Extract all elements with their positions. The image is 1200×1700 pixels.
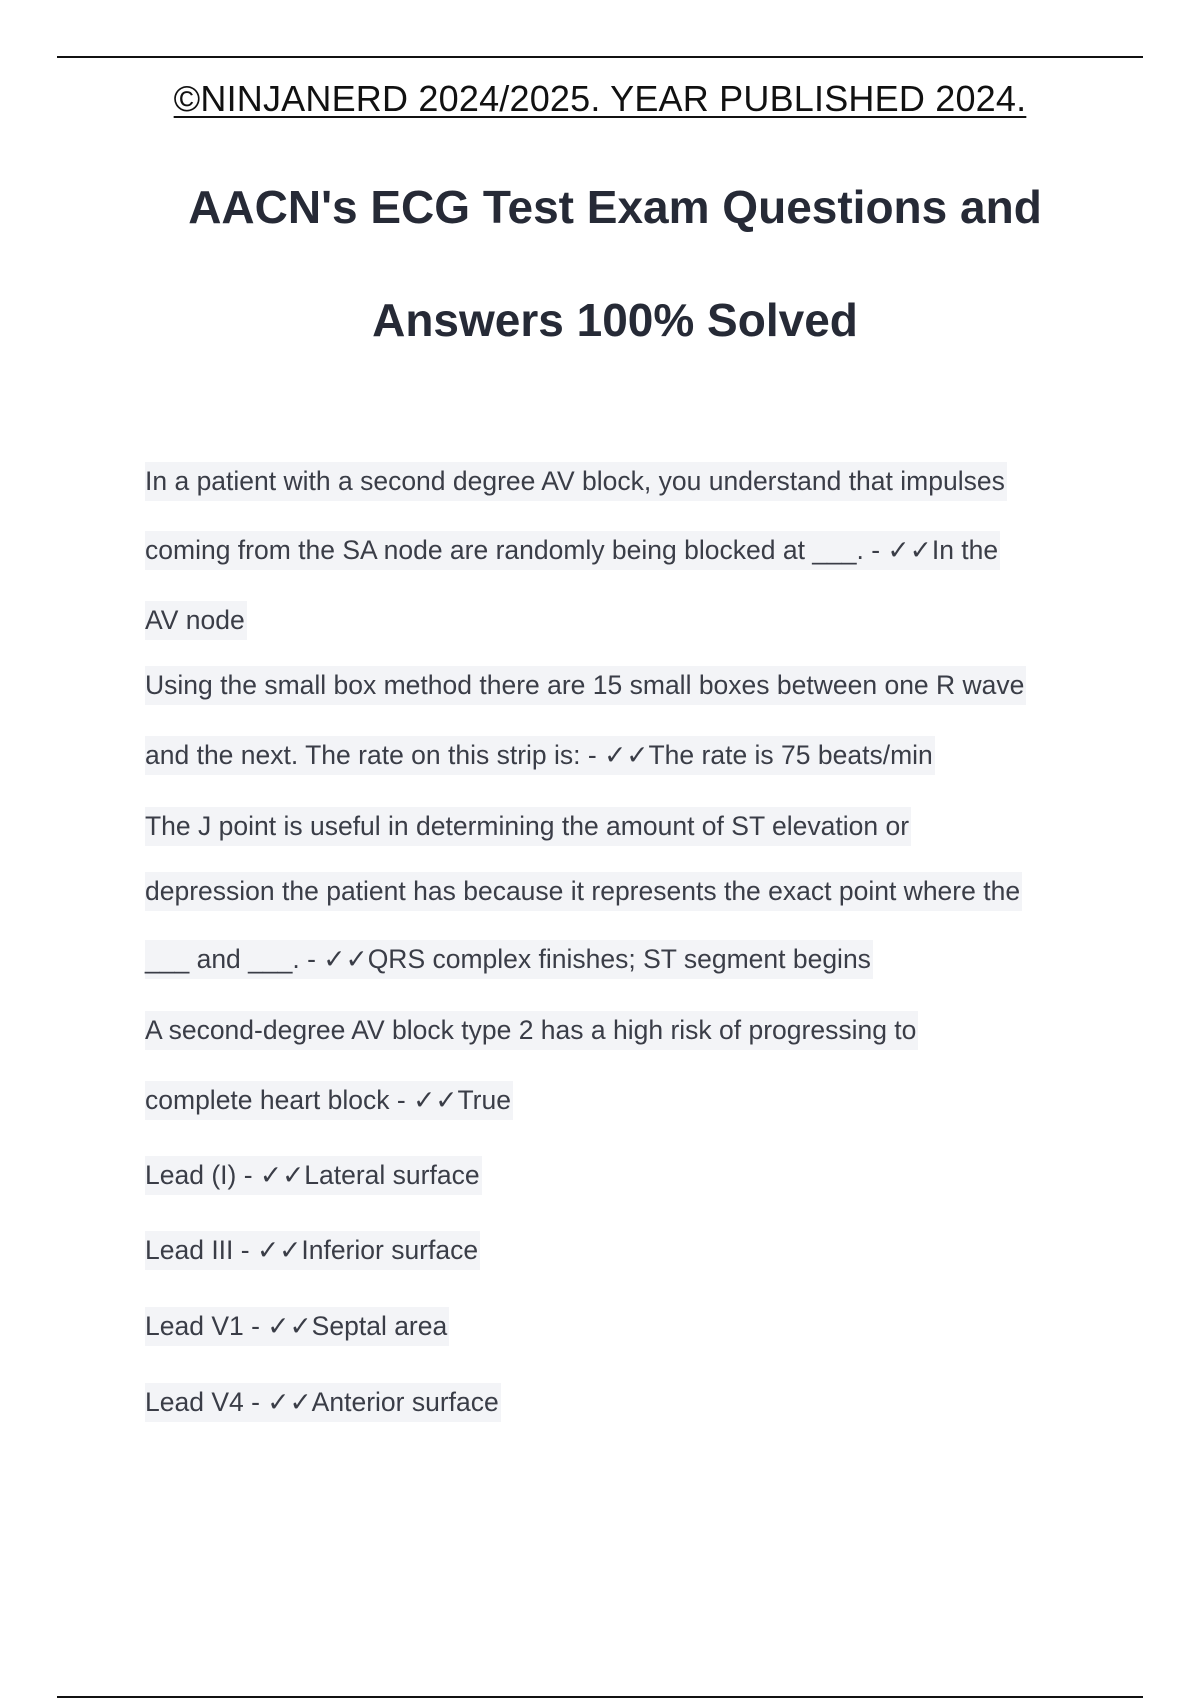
qa-line: The J point is useful in determining the amount of ST elevation or xyxy=(145,807,911,846)
copyright-text: ©NINJANERD 2024/2025. YEAR PUBLISHED 2024. xyxy=(173,78,1027,119)
qa-line: A second-degree AV block type 2 has a high risk of progressing to xyxy=(145,1011,918,1050)
qa-line: Lead III - ✓✓Inferior surface xyxy=(145,1231,480,1270)
qa-line: depression the patient has because it represents the exact point where the xyxy=(145,872,1022,911)
qa-line: Lead (I) - ✓✓Lateral surface xyxy=(145,1156,482,1195)
bottom-rule xyxy=(57,1696,1143,1698)
top-rule xyxy=(57,56,1143,58)
qa-line: In a patient with a second degree AV block, you understand that impulses xyxy=(145,462,1007,501)
qa-line: ___ and ___. - ✓✓QRS complex finishes; ST segment begins xyxy=(145,940,873,979)
qa-line: and the next. The rate on this strip is: - ✓✓The rate is 75 beats/min xyxy=(145,736,935,775)
qa-line: AV node xyxy=(145,601,247,640)
qa-line: complete heart block - ✓✓True xyxy=(145,1081,513,1120)
qa-line: Using the small box method there are 15 small boxes between one R wave xyxy=(145,666,1026,705)
qa-line: Lead V4 - ✓✓Anterior surface xyxy=(145,1383,501,1422)
qa-line: coming from the SA node are randomly being blocked at ___. - ✓✓In the xyxy=(145,531,1000,570)
qa-line: Lead V1 - ✓✓Septal area xyxy=(145,1307,449,1346)
document-title-line-1: AACN's ECG Test Exam Questions and xyxy=(188,181,1042,233)
document-title-line-2: Answers 100% Solved xyxy=(372,294,858,346)
copyright-header xyxy=(0,78,1200,120)
